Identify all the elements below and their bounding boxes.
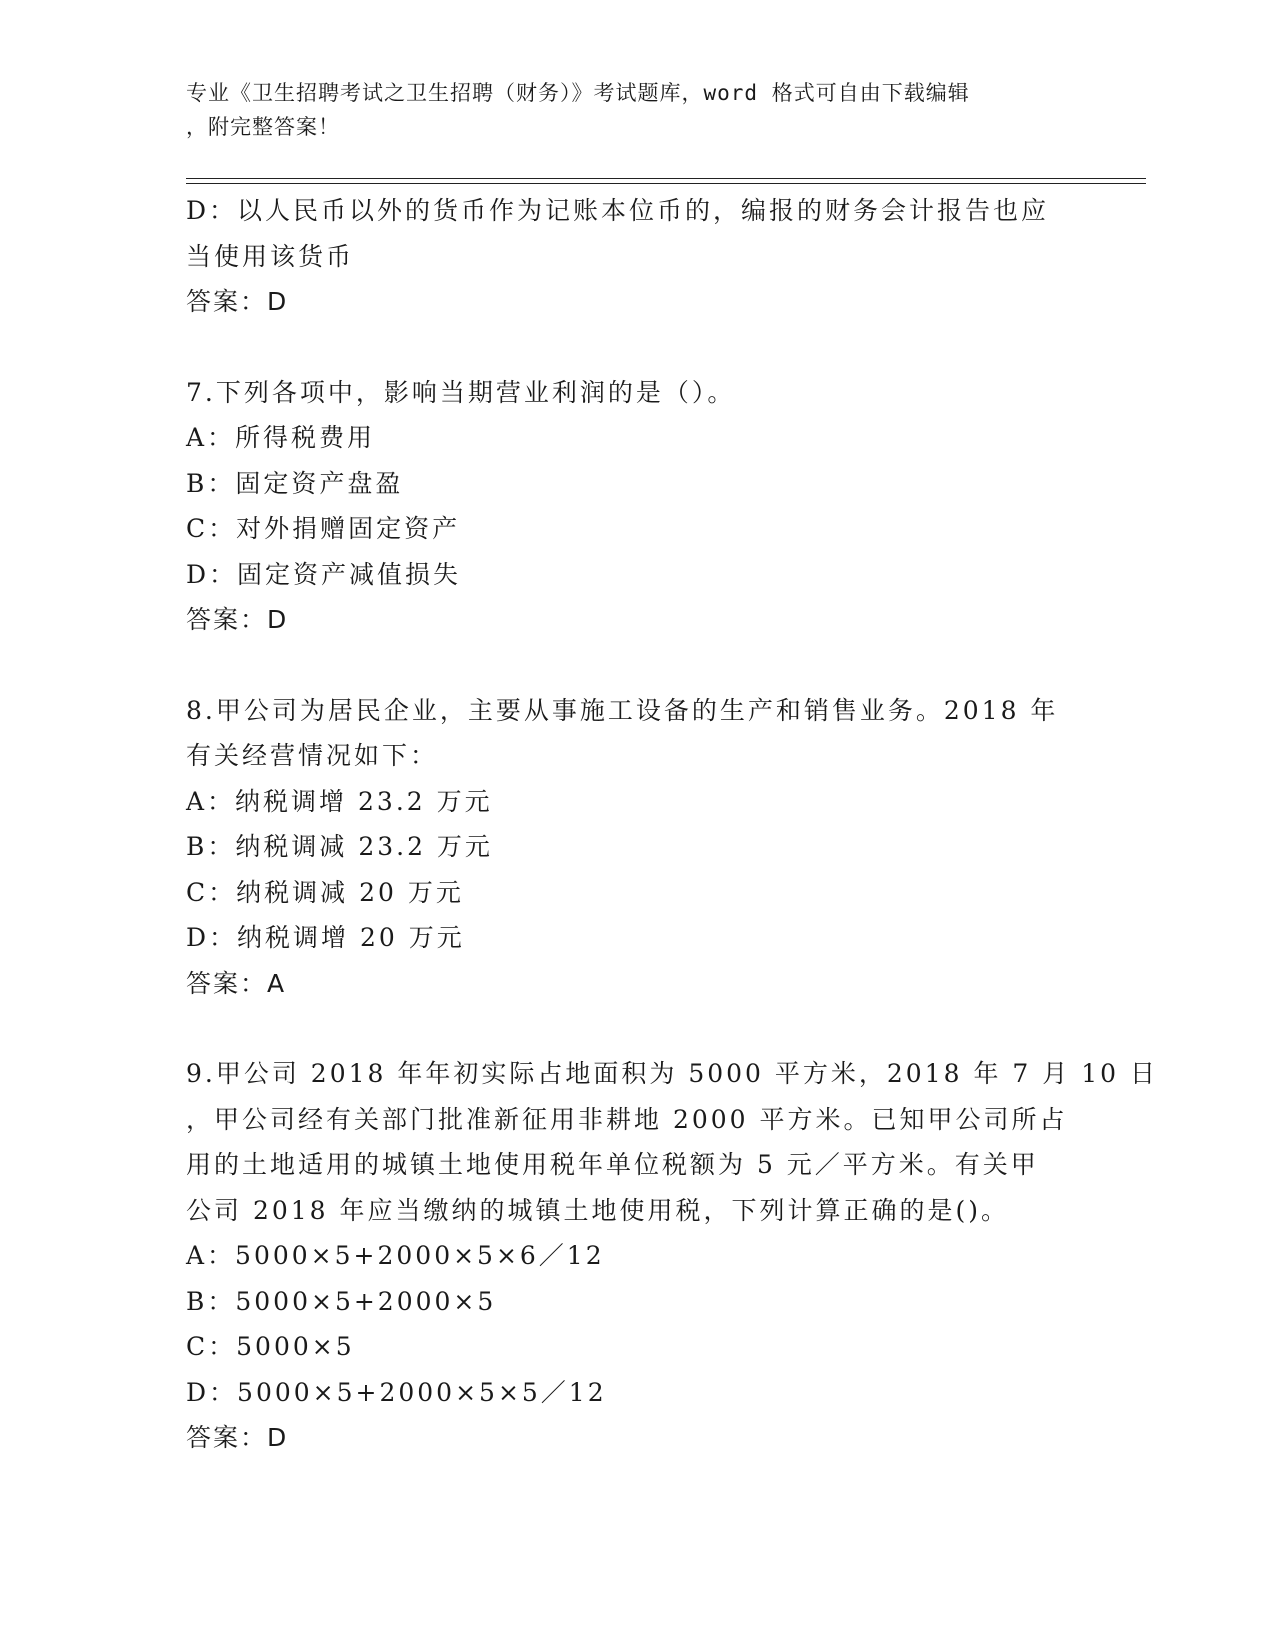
header-line-2: ，附完整答案！ <box>186 115 340 139</box>
option-d: D：纳税调增 20 万元 <box>186 923 465 952</box>
document-body <box>186 188 1158 1461</box>
answer: 答案：A <box>186 968 287 998</box>
question-stem-line-2: 有关经营情况如下： <box>186 741 439 770</box>
question-7 <box>186 370 1086 643</box>
option-c: C：纳税调减 20 万元 <box>186 877 464 907</box>
spacer <box>186 1006 1086 1051</box>
option-c: C：5000×5 <box>186 1332 355 1361</box>
header-rule-bottom <box>186 183 1146 184</box>
option-d-line-2: 当使用该货币 <box>186 241 355 271</box>
question-stem-line-1: 8.甲公司为居民企业，主要从事施工设备的生产和销售业务。2018 年 <box>186 695 1059 725</box>
option-d-line-1: D：以人民币以外的货币作为记账本位币的，编报的财务会计报告也应 <box>186 196 1050 225</box>
option-d: D：5000×5+2000×5×5／12 <box>186 1377 607 1407</box>
answer: 答案：D <box>186 605 289 634</box>
option-b: B：纳税调减 23.2 万元 <box>186 832 493 861</box>
question-stem-line-1: 9.甲公司 2018 年年初实际占地面积为 5000 平方米，2018 年 7 月 10 日 <box>186 1059 1158 1088</box>
option-a: A：所得税费用 <box>186 423 376 452</box>
question-6-tail <box>186 188 1086 325</box>
option-d: D：固定资产减值损失 <box>186 559 462 589</box>
question-stem-line-2: ，甲公司经有关部门批准新征用非耕地 2000 平方米。已知甲公司所占 <box>186 1104 1068 1134</box>
question-stem-line-4: 公司 2018 年应当缴纳的城镇土地使用税，下列计算正确的是()。 <box>186 1195 1010 1225</box>
answer: 答案：D <box>186 1423 289 1452</box>
option-b: B：5000×5+2000×5 <box>186 1286 497 1316</box>
question-9 <box>186 1051 1158 1461</box>
header-rule-top <box>186 178 1146 179</box>
option-b: B：固定资产盘盈 <box>186 468 404 498</box>
question-stem-line-3: 用的土地适用的城镇土地使用税年单位税额为 5 元／平方米。有关甲 <box>186 1150 1039 1179</box>
question-stem: 7.下列各项中，影响当期营业利润的是（）。 <box>186 377 736 407</box>
answer: 答案：D <box>186 287 289 316</box>
option-a: A：纳税调增 23.2 万元 <box>186 786 493 816</box>
question-8 <box>186 688 1086 1007</box>
spacer <box>186 643 1086 688</box>
document-header <box>186 76 1066 144</box>
option-c: C：对外捐赠固定资产 <box>186 514 461 543</box>
header-line-1: 专业《卫生招聘考试之卫生招聘（财务）》考试题库，word 格式可自由下载编辑 <box>186 81 970 105</box>
spacer <box>186 325 1086 370</box>
option-a: A：5000×5+2000×5×6／12 <box>186 1241 605 1270</box>
